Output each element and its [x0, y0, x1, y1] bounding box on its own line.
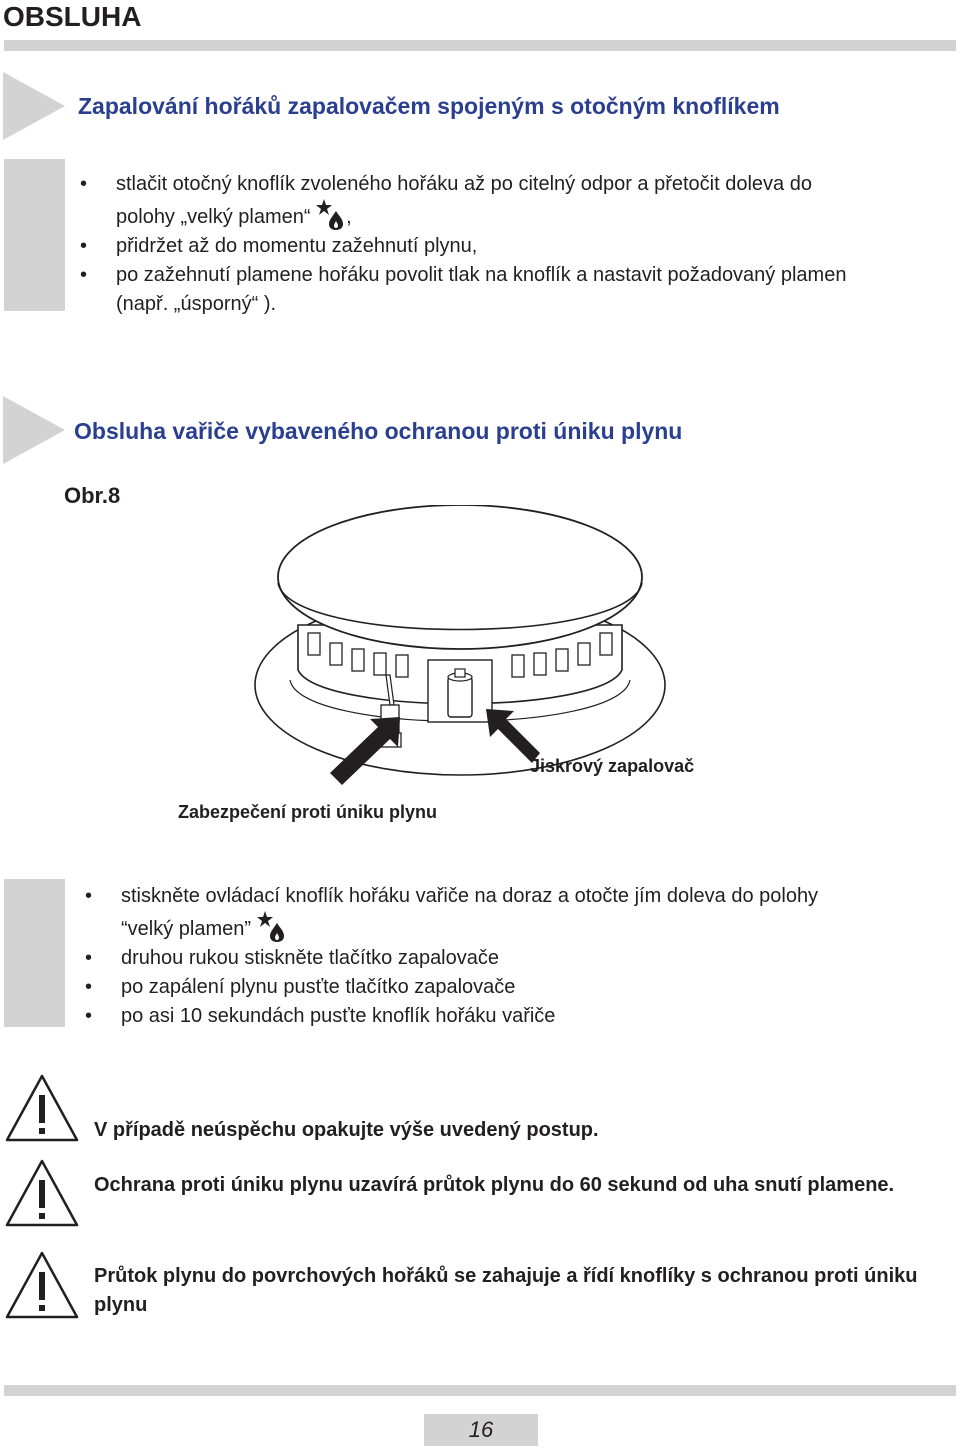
warning-text-2: Ochrana proti úniku plynu uzavírá průtok plynu do 60 sekund od uha snutí plamene.: [94, 1174, 895, 1196]
bullet-text: stiskněte ovládací knoflík hořáku vařiče na doraz a otočte jím doleva do polohy: [121, 885, 819, 907]
bottom-rule: [4, 1385, 956, 1396]
list-item: • stiskněte ovládací knoflík hořáku vařiče na doraz a otočte jím doleva do polohy “velký plamen”: [121, 882, 956, 944]
list-item: • po zažehnutí plamene hořáku povolit tlak na knoflík a nastavit požadovaný plamen (např. „úsporný“ ).: [80, 264, 847, 315]
warning-text-3: Průtok plynu do povrchových hořáků se zahajuje a řídí knoflíky s ochranou proti úniku plynu: [94, 1265, 918, 1316]
page-number: 16: [424, 1414, 538, 1446]
large-flame-icon: [257, 911, 287, 943]
section2-heading: Obsluha vařiče vybaveného ochranou proti úniku plynu: [74, 418, 683, 444]
bullet-text: druhou rukou stiskněte tlačítko zapalovače: [121, 947, 499, 969]
bullet-text: “velký plamen”: [121, 918, 252, 940]
section1-bullet-list: [80, 170, 956, 319]
bullet-text: přidržet až do momentu zažehnutí plynu,: [116, 235, 478, 257]
section1-gray-block: [4, 159, 65, 311]
list-item: • po zapálení plynu pusťte tlačítko zapalovače: [85, 976, 516, 998]
page-title: OBSLUHA: [3, 1, 142, 32]
top-rule: [4, 40, 956, 51]
burner-illustration: [250, 505, 670, 785]
bullet-text: (např. „úsporný“ ).: [116, 293, 277, 315]
bullet-text: po zažehnutí plamene hořáku povolit tlak na knoflík a nastavit požadovaný plamen: [116, 264, 847, 286]
warning-text-1: V případě neúspěchu opakujte výše uvedený postup.: [94, 1119, 599, 1141]
play-arrow-icon: [3, 72, 65, 140]
play-arrow-icon: [3, 396, 65, 464]
safety-device-label: Zabezpečení proti úniku plynu: [178, 802, 438, 822]
section2-bullet-list: [85, 882, 956, 1031]
ignitor-label: Jiskrový zapalovač: [530, 756, 695, 776]
section2-gray-block: [4, 879, 65, 1027]
bullet-text: po asi 10 sekundách pusťte knoflík hořáku vařiče: [121, 1005, 556, 1027]
large-flame-icon: [316, 199, 346, 231]
warning-triangle-icon: [4, 1073, 80, 1143]
section1-heading: Zapalování hořáků zapalovačem spojeným s otočným knoflíkem: [78, 93, 780, 119]
warning-triangle-icon: [4, 1250, 80, 1320]
list-item: • po asi 10 sekundách pusťte knoflík hořáku vařiče: [85, 1005, 556, 1027]
bullet-text: ,: [346, 206, 352, 228]
bullet-text: stlačit otočný knoflík zvoleného hořáku až po citelný odpor a přetočit doleva do: [116, 173, 812, 195]
bullet-text: po zapálení plynu pusťte tlačítko zapalovače: [121, 976, 516, 998]
warning-triangle-icon: [4, 1158, 80, 1228]
figure-label: Obr.8: [64, 483, 121, 508]
list-item: • přidržet až do momentu zažehnutí plynu,: [80, 235, 478, 257]
list-item: • druhou rukou stiskněte tlačítko zapalovače: [85, 947, 499, 969]
list-item: • stlačit otočný knoflík zvoleného hořáku až po citelný odpor a přetočit doleva do polohy „velký plamen“ ,: [116, 170, 956, 232]
bullet-text: polohy „velký plamen“: [116, 206, 311, 228]
